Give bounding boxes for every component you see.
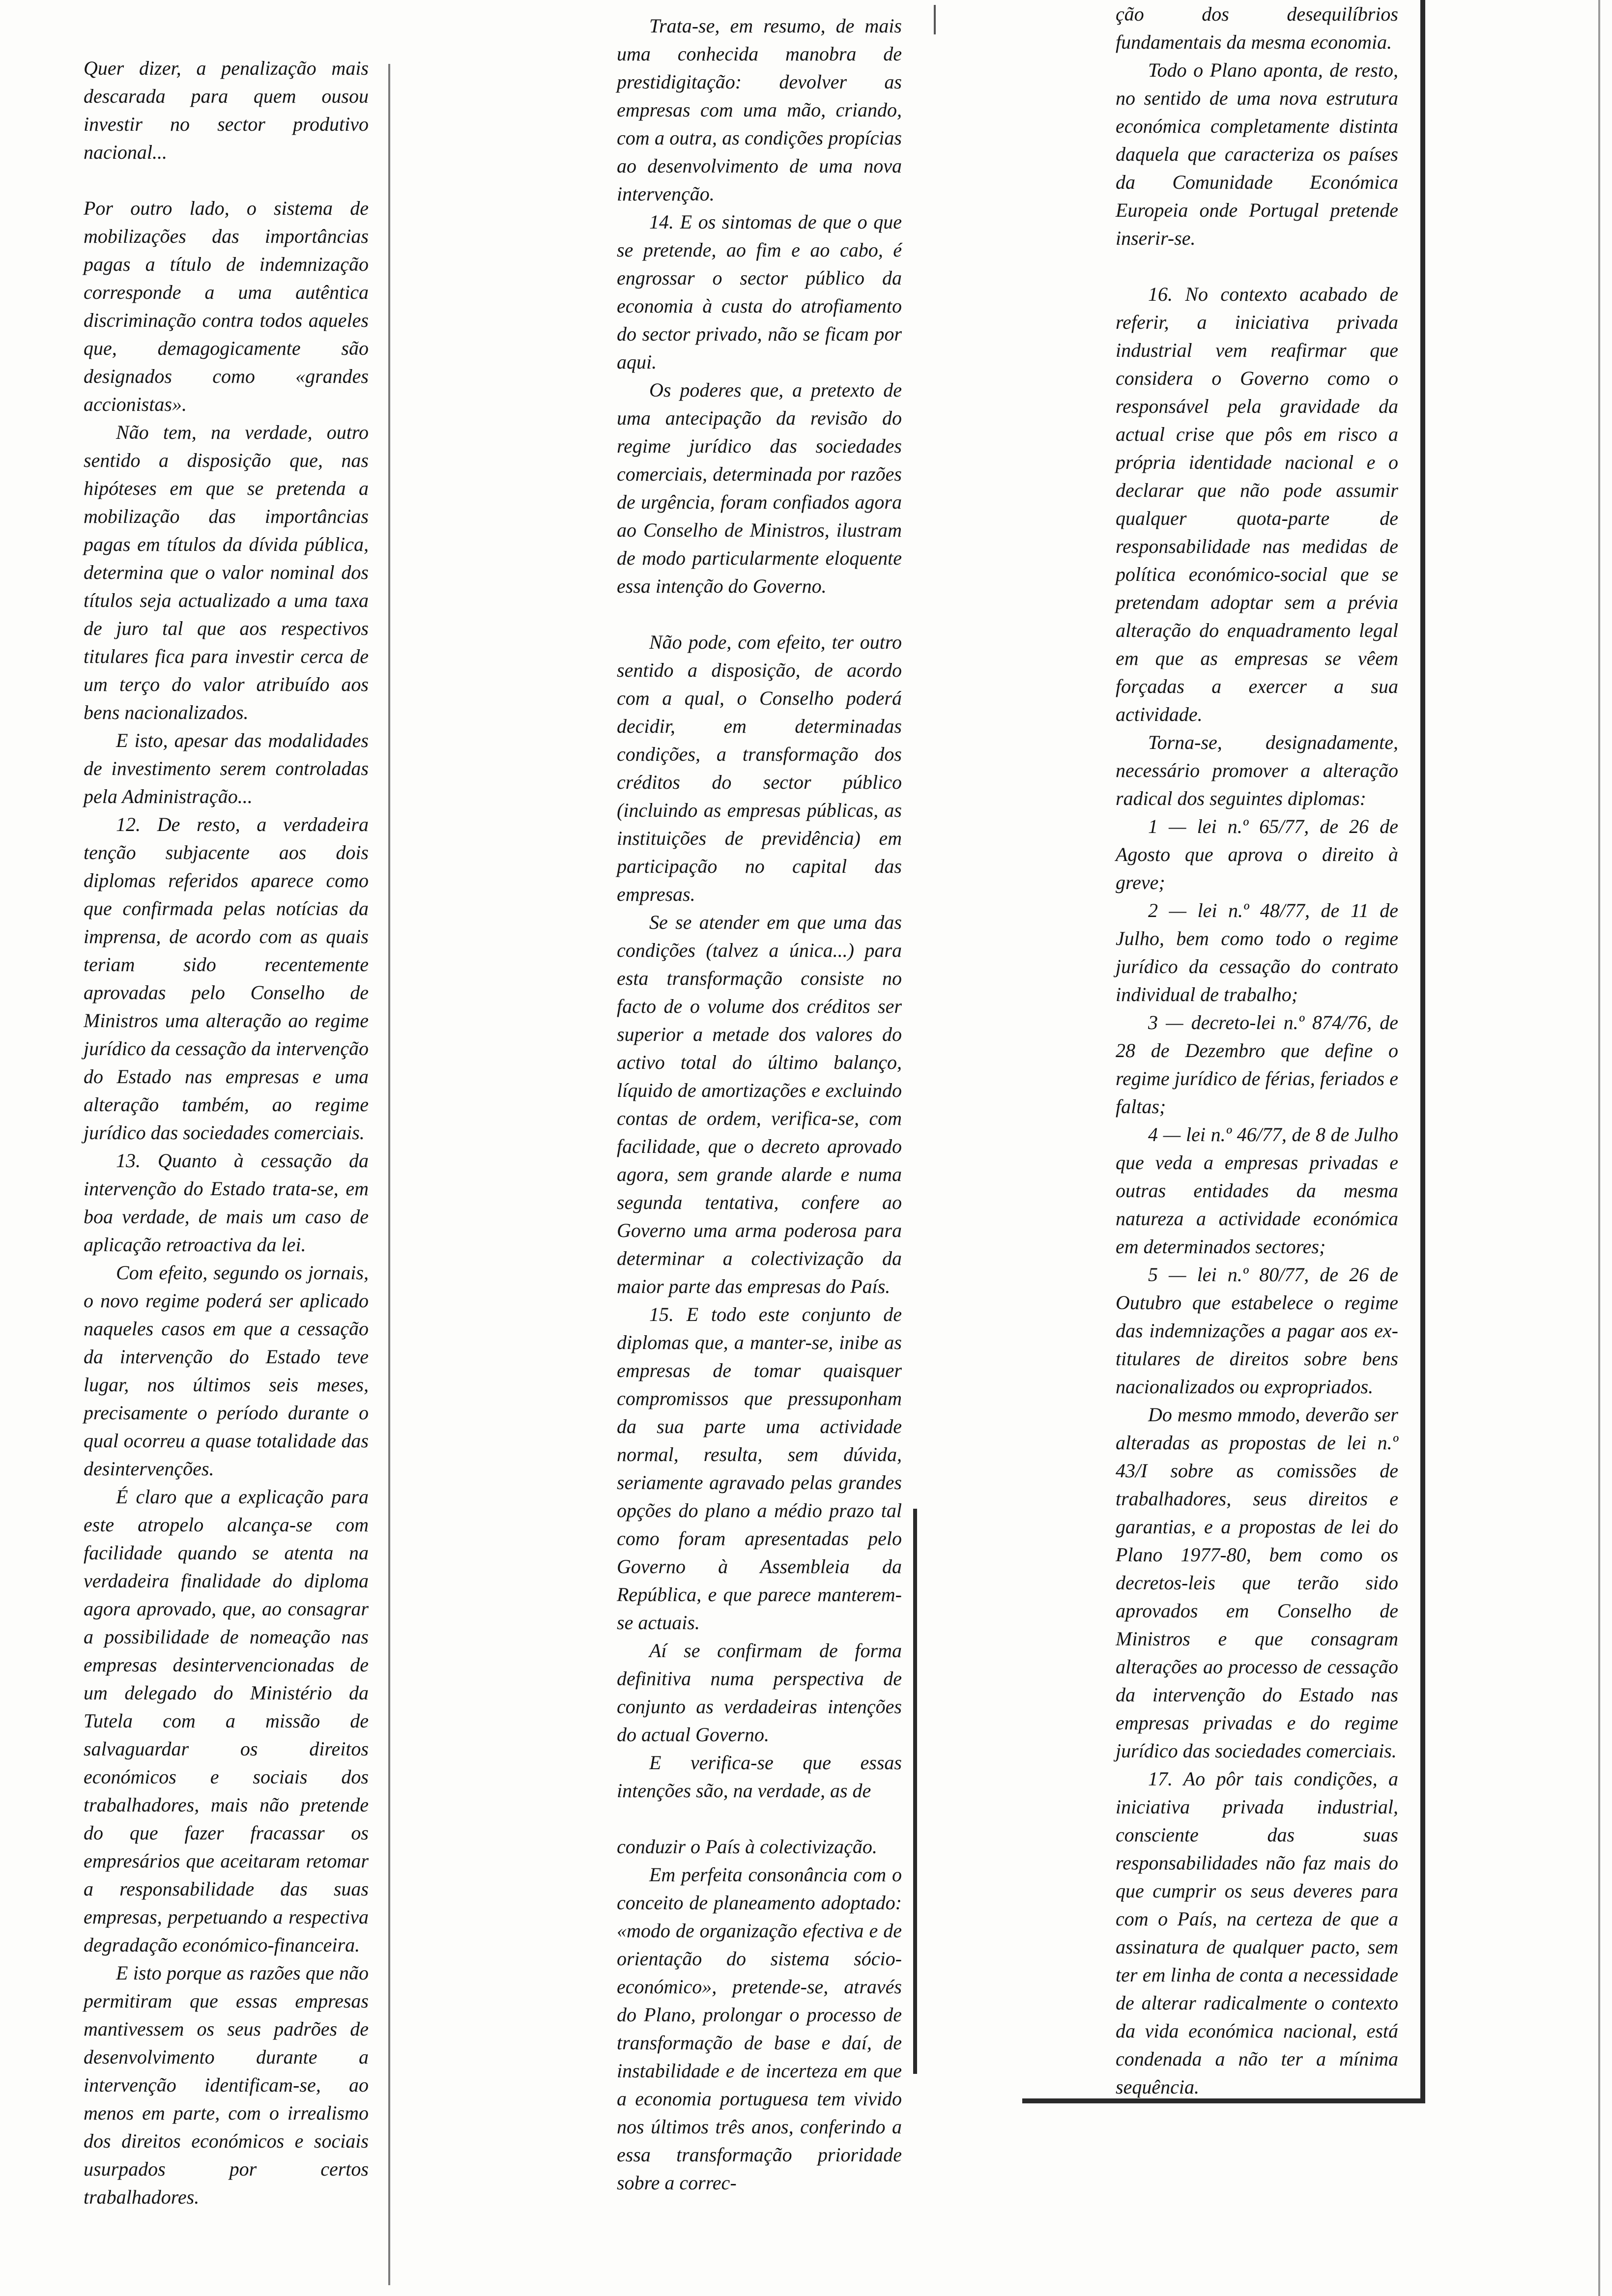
paragraph: Não tem, na verdade, outro sentido a disposição que, nas hipóteses em que se pretenda a mobilização das importâncias pagas em títulos da dívida pública, determina que o valor nominal dos títulos seja actualizado a uma taxa de juro tal que aos respectivos titulares fica para investir cerca de um terço do valor atribuído aos bens nacionalizados.: [84, 421, 369, 723]
paragraph: Torna-se, designadamente, necessário promover a alteração radical dos seguintes diplomas:: [1116, 731, 1398, 809]
page-edge-rule: [1598, 0, 1600, 2296]
paragraph: Em perfeita consonância com o conceito de planeamento adoptado: «modo de organização efectiva e de orientação do sistema sócio-económico», pretende-se, através do Plano, prolongar o processo de transformação de base e daí, de instabilidade e de incerteza em que a economia portuguesa tem vivido nos últimos três anos, conferindo a essa transformação prioridade sobre a correc-: [617, 1864, 902, 2194]
paragraph: E verifica-se que essas intenções são, na verdade, as de: [617, 1751, 902, 1802]
paragraph: E isto, apesar das modalidades de investimento serem controladas pela Administração...: [84, 729, 369, 807]
paragraph: 5 — lei n.º 80/77, de 26 de Outubro que estabelece o regime das indemnizações a pagar aos ex-titulares de direitos sobre bens nacionalizados ou expropriados.: [1116, 1263, 1398, 1398]
paragraph: Se se atender em que uma das condições (talvez a única...) para esta transformação consiste no facto de o volume dos créditos ser superior a metade dos valores do activo total do último balanço, líquido de amortizações e excluindo contas de ordem, verifica-se, com facilidade, que o decreto aprovado agora, sem grande alarde e numa segunda tentativa, confere ao Governo uma arma poderosa para determinar a colectivização da maior parte das empresas do País.: [617, 911, 902, 1297]
column-rule-left: [388, 64, 390, 2285]
paragraph: E isto porque as razões que não permitiram que essas empresas mantivessem os seus padrões de desenvolvimento durante a intervenção identificam-se, ao menos em parte, com o irrealismo dos direitos económicos e sociais usurpados por certos trabalhadores.: [84, 1962, 369, 2208]
paragraph: Aí se confirmam de forma definitiva numa perspectiva de conjunto as verdadeiras intenções do actual Governo.: [617, 1639, 902, 1746]
paragraph: 3 — decreto-lei n.º 874/76, de 28 de Dezembro que define o regime jurídico de férias, feriados e faltas;: [1116, 1011, 1398, 1118]
paragraph: Quer dizer, a penalização mais descarada para quem ousou investir no sector produtivo nacional...: [84, 57, 369, 163]
paragraph: 4 — lei n.º 46/77, de 8 de Julho que veda a empresas privadas e outras entidades da mesma natureza a actividade económica em determinados sectores;: [1116, 1123, 1398, 1258]
paragraph: ção dos desequilíbrios fundamentais da mesma economia.: [1116, 3, 1398, 53]
paragraph: 12. De resto, a verdadeira tenção subjacente aos dois diplomas referidos aparece como que confirmada pelas notícias da imprensa, de acordo com as quais teriam sido recentemente aprovadas pelo Conselho de Ministros uma alteração ao regime jurídico da cessação da intervenção do Estado nas empresas e uma alteração também, ao regime jurídico das sociedades comerciais.: [84, 813, 369, 1144]
text-column-2: [617, 12, 902, 2197]
paragraph: Por outro lado, o sistema de mobilizações das importâncias pagas a título de indemnização corresponde a uma autêntica discriminação contra todos aqueles que, demagogicamente são designados como «grandes accionistas».: [84, 197, 369, 415]
paragraph: É claro que a explicação para este atropelo alcança-se com facilidade quando se atenta na verdadeira finalidade do diploma agora aprovado, que, ao consagrar a possibilidade de nomeação nas empresas desintervencionadas de um delegado do Ministério da Tutela com a missão de salvaguardar os direitos económicos e sociais dos trabalhadores, mais não pretende do que fazer fracassar os empresários que aceitaram retomar a responsabilidade das suas empresas, perpetuando a respectiva degradação económico-financeira.: [84, 1486, 369, 1956]
paragraph: 1 — lei n.º 65/77, de 26 de Agosto que aprova o direito à greve;: [1116, 815, 1398, 893]
paragraph: 14. E os sintomas de que o que se pretende, ao fim e ao cabo, é engrossar o sector público da economia à custa do atrofiamento do sector privado, não se ficam por aqui.: [617, 211, 902, 373]
paragraph: Do mesmo mmodo, deverão ser alteradas as propostas de lei n.º 43/I sobre as comissões de trabalhadores, seus direitos e garantias, e a propostas de lei do Plano 1977-80, bem como os decretos-leis que terão sido aprovados em Conselho de Ministros e que consagram alterações ao processo de cessação da intervenção do Estado nas empresas privadas e do regime jurídico das sociedades comerciais.: [1116, 1404, 1398, 1762]
paragraph: 15. E todo este conjunto de diplomas que, a manter-se, inibe as empresas de tomar quaisquer compromissos que pressuponham da sua parte uma actividade normal, resulta, sem dúvida, seriamente agravado pelas grandes opções do plano a médio prazo tal como foram apresentadas pelo Governo à Assembleia da República, e que parece manterem-se actuais.: [617, 1303, 902, 1634]
paragraph: Não pode, com efeito, ter outro sentido a disposição, de acordo com a qual, o Conselho poderá decidir, em determinadas condições, a transformação dos créditos do sector público (incluindo as empresas públicas, as instituições de previdência) em participação no capital das empresas.: [617, 631, 902, 905]
text-column-3: [1116, 0, 1398, 2101]
paragraph: conduzir o País à colectivização.: [617, 1836, 877, 1858]
paragraph: 16. No contexto acabado de referir, a iniciativa privada industrial vem reafirmar que considera o Governo como o responsável pela gravidade da actual crise que pôs em risco a própria identidade nacional e o declarar que não pode assumir qualquer quota-parte de responsabilidade nas medidas de política económico-social que se pretendam adoptar sem a prévia alteração do enquadramento legal em que as empresas se vêem forçadas a exercer a sua actividade.: [1116, 283, 1398, 725]
paragraph: Todo o Plano aponta, de resto, no sentido de uma nova estrutura económica completamente distinta daquela que caracteriza os países da Comunidade Económica Europeia onde Portugal pretende inserir-se.: [1116, 59, 1398, 249]
paragraph: 13. Quanto à cessação da intervenção do Estado trata-se, em boa verdade, de mais um caso de aplicação retroactiva da lei.: [84, 1149, 369, 1256]
paragraph: Os poderes que, a pretexto de uma antecipação da revisão do regime jurídico das sociedades comerciais, determinada por razões de urgência, foram confiados agora ao Conselho de Ministros, ilustram de modo particularmente eloquente essa intenção do Governo.: [617, 379, 902, 597]
paragraph: Com efeito, segundo os jornais, o novo regime poderá ser aplicado naqueles casos em que a cessação da intervenção do Estado teve lugar, nos últimos seis meses, precisamente o período durante o qual ocorreu a quase totalidade das desintervenções.: [84, 1262, 369, 1480]
paragraph: 17. Ao pôr tais condições, a iniciativa privada industrial, consciente das suas responsabilidades não faz mais do que cumprir os seus deveres para com o País, na certeza de que a assinatura de qualquer pacto, sem ter em linha de conta a necessidade de alterar radicalmente o contexto da vida económica nacional, está condenada a não ter a mínima sequência.: [1116, 1768, 1398, 2098]
column-rule-middle: [934, 5, 936, 34]
text-column-1: [84, 54, 369, 2211]
column-rule-right: [1420, 0, 1425, 2103]
column-rule-middle-lower: [913, 1509, 917, 2074]
paragraph: 2 — lei n.º 48/77, de 11 de Julho, bem como todo o regime jurídico da cessação do contrato individual de trabalho;: [1116, 899, 1398, 1005]
paragraph: Trata-se, em resumo, de mais uma conhecida manobra de prestidigitação: devolver as empresas com uma mão, criando, com a outra, as condições propícias ao desenvolvimento de uma nova intervenção.: [617, 15, 902, 205]
